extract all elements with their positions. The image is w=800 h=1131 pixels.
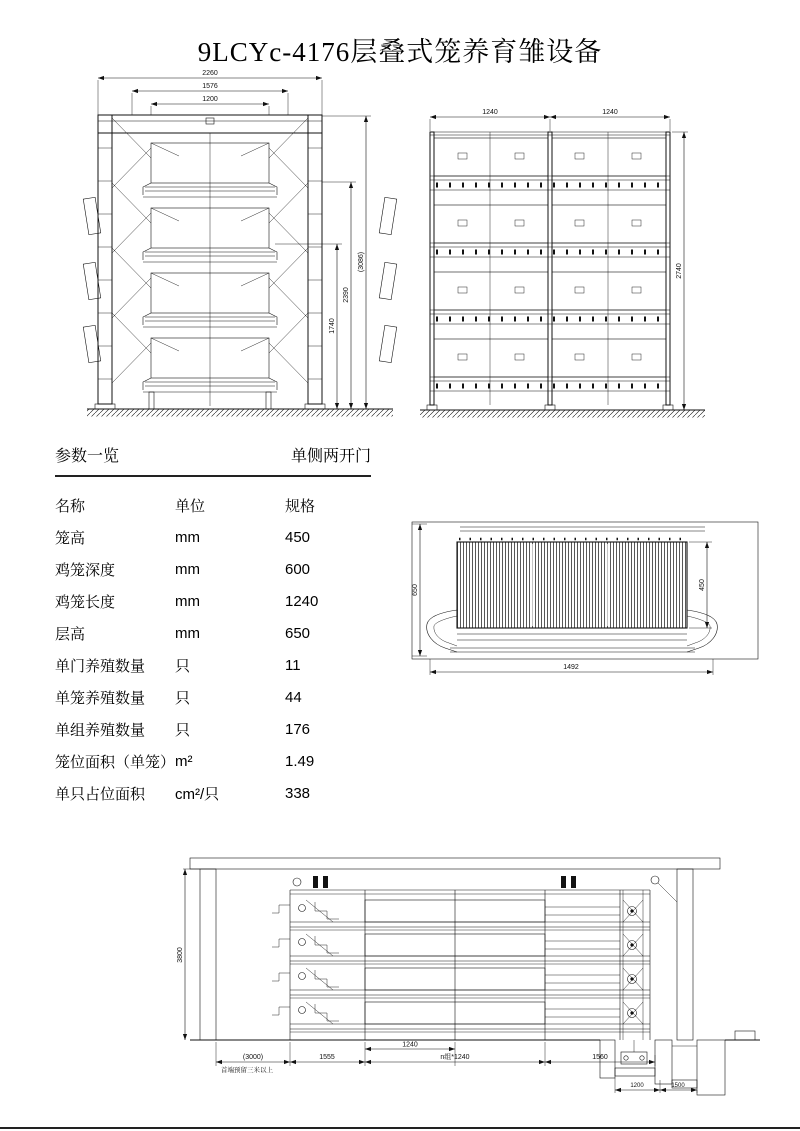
- row-value: 11: [285, 656, 301, 674]
- right-wall: [677, 869, 693, 1040]
- param-door-type: 单侧两开门: [290, 448, 371, 465]
- col-header-name: 名称: [55, 497, 86, 515]
- front-elevation-drawing: [420, 105, 710, 420]
- dim-label: 1240: [602, 109, 618, 116]
- row-unit: mm: [175, 624, 200, 642]
- manure-conveyor: [621, 1040, 697, 1064]
- end-view-structure: [83, 115, 396, 417]
- ceiling-beam: [190, 858, 720, 869]
- table-row: [55, 553, 371, 585]
- dim-label: 450: [699, 579, 706, 591]
- room-structure: [190, 858, 760, 1040]
- front-view-dim-right: [672, 132, 688, 410]
- row-name: 鸡笼长度: [55, 593, 116, 611]
- row-name: 单笼养殖数量: [55, 689, 146, 707]
- cross-section-drawing: [405, 512, 770, 687]
- head-clearance-note: 首端预留三米以上: [221, 1067, 273, 1074]
- dim-label: n组*1240: [440, 1054, 470, 1061]
- dim-label: 1492: [563, 664, 579, 671]
- row-value: 1.49: [285, 752, 315, 770]
- end-view-dims-right: [275, 116, 371, 409]
- row-value: 338: [285, 784, 311, 802]
- table-row: [55, 681, 371, 713]
- row-value: 650: [285, 624, 311, 642]
- row-value: 176: [285, 720, 311, 738]
- row-value: 44: [285, 688, 302, 706]
- manure-pit: [600, 1031, 755, 1095]
- table-row: [55, 745, 371, 777]
- row-value: 450: [285, 528, 311, 546]
- dim-label: 1240: [402, 1041, 418, 1049]
- dim-label: 2740: [676, 263, 683, 279]
- dim-label: 1200: [202, 96, 218, 103]
- row-unit: cm²/只: [175, 785, 220, 803]
- feed-trough-left: [427, 610, 457, 652]
- row-name: 单组养殖数量: [55, 721, 146, 739]
- dim-label: 2260: [202, 70, 218, 77]
- col-header-spec: 规格: [285, 497, 316, 515]
- dim-label: 1560: [592, 1054, 608, 1061]
- dim-label: 2390: [343, 287, 350, 303]
- row-value: 1240: [285, 592, 319, 610]
- row-unit: mm: [175, 528, 200, 546]
- section-structure: [412, 522, 758, 659]
- parameter-table-body: [55, 489, 371, 809]
- page-border-bottom: [0, 1127, 800, 1129]
- table-row: [55, 649, 371, 681]
- row-unit: 只: [175, 657, 191, 675]
- feed-trough-right: [687, 610, 717, 652]
- dim-label: 1200: [630, 1083, 644, 1089]
- dim-label: (3000): [242, 1054, 264, 1061]
- end-elevation-drawing: [85, 68, 395, 423]
- row-unit: 只: [175, 721, 191, 739]
- table-column-header-row: [55, 489, 371, 521]
- front-view-dims-top: [430, 109, 670, 131]
- row-name: 笼位面积（单笼）: [55, 753, 176, 771]
- page-title: 9LCYc-4176层叠式笼养育雏设备: [197, 37, 603, 67]
- row-unit: mm: [175, 560, 200, 578]
- ground-hatch: [87, 410, 393, 417]
- table-row: [55, 777, 371, 809]
- row-name: 单门养殖数量: [55, 657, 146, 675]
- dim-label: 1576: [202, 83, 218, 90]
- dim-label: 3800: [177, 947, 184, 963]
- row-name: 层高: [55, 625, 86, 643]
- dim-label: 650: [412, 584, 419, 596]
- row-name: 鸡笼深度: [55, 561, 116, 579]
- row-unit: m²: [175, 752, 193, 770]
- front-view-structure: [420, 132, 705, 418]
- dim-label: (3086): [358, 251, 365, 273]
- ground-hatch: [420, 411, 705, 418]
- dim-label: 1555: [319, 1054, 335, 1061]
- param-section-title: 参数一览: [55, 448, 120, 465]
- dim-label: 1240: [482, 109, 498, 116]
- row-unit: 只: [175, 689, 191, 707]
- table-row: [55, 617, 371, 649]
- row-value: 600: [285, 560, 311, 578]
- cage-row-side-view: [272, 876, 677, 1040]
- parameter-table-header: [55, 443, 371, 477]
- row-unit: mm: [175, 592, 200, 610]
- table-row: [55, 585, 371, 617]
- table-row: [55, 521, 371, 553]
- dim-label: 1500: [671, 1083, 685, 1089]
- end-view-dims-top: [98, 70, 322, 115]
- row-name: 单只占位面积: [55, 785, 146, 803]
- col-header-unit: 单位: [175, 497, 206, 515]
- row-name: 笼高: [55, 529, 86, 547]
- left-wall: [200, 869, 216, 1040]
- parameter-table: [55, 443, 371, 809]
- drive-machinery: [293, 876, 677, 902]
- dim-label: 1740: [329, 318, 336, 334]
- installation-drawing: [175, 850, 775, 1105]
- table-row: [55, 713, 371, 745]
